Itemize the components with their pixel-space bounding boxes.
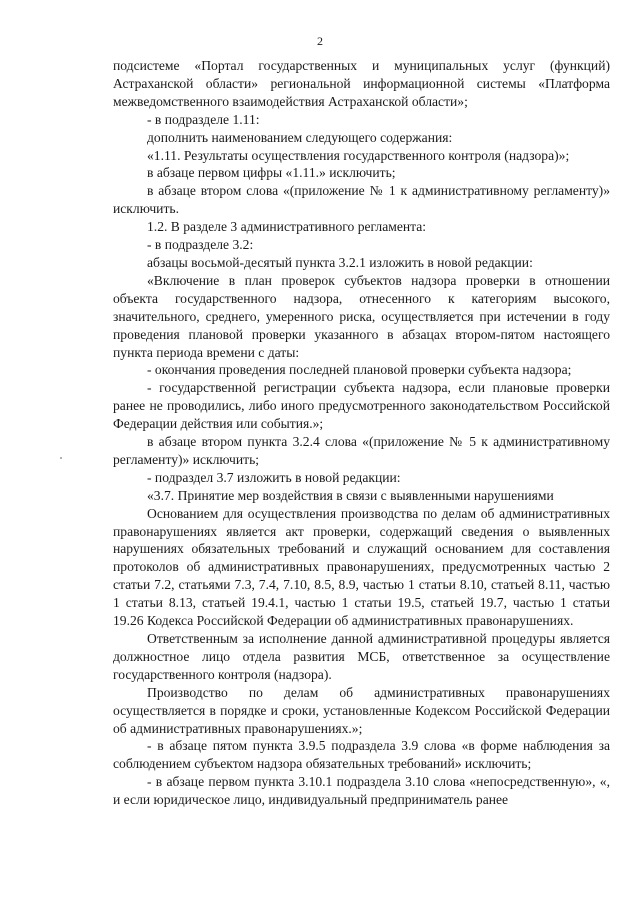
paragraph: подсистеме «Портал государственных и муниципальных услуг (функций) Астраханской области» региональной информационной системы «Платформа межведомственного взаимодействия Астраханской области»;: [113, 58, 610, 109]
paragraph: в абзаце втором слова «(приложение № 1 к административному регламенту)» исключить.: [113, 183, 610, 217]
paragraph: - государственной регистрации субъекта надзора, если плановые проверки ранее не проводились, либо иного предусмотренного законодательством Российской Федерации действия или события.»;: [113, 380, 610, 432]
paragraph: - подраздел 3.7 изложить в новой редакции:: [147, 469, 401, 485]
page-number: 2: [317, 34, 323, 48]
paragraph: 1.2. В разделе 3 административного регламента:: [147, 219, 427, 235]
paragraph: «1.11. Результаты осуществления государственного контроля (надзора)»;: [147, 147, 570, 163]
margin-mark: [60, 457, 62, 459]
paragraph: дополнить наименованием следующего содержания:: [147, 129, 453, 145]
paragraph: - окончания проведения последней плановой проверки субъекта надзора;: [147, 362, 572, 378]
paragraph: - в подразделе 1.11:: [147, 111, 260, 127]
paragraph: абзацы восьмой-десятый пункта 3.2.1 изложить в новой редакции:: [147, 254, 533, 270]
paragraph: - в абзаце пятом пункта 3.9.5 подраздела 3.9 слова «в форме наблюдения за соблюдением субъектом надзора обязательных требований» исключить;: [113, 738, 610, 772]
paragraph: - в абзаце первом пункта 3.10.1 подраздела 3.10 слова «непосредственную», «, и если юридическое лицо, индивидуальный предприниматель ранее: [113, 774, 610, 808]
paragraph: в абзаце втором пункта 3.2.4 слова «(приложение № 5 к административному регламенту)» исключить;: [113, 434, 610, 467]
document-body: [113, 57, 610, 809]
paragraph: - в подразделе 3.2:: [147, 237, 254, 253]
paragraph: Ответственным за исполнение данной административной процедуры является должностное лицо отдела развития МСБ, ответственное за осуществление государственного контроля (надзора).: [113, 631, 610, 682]
section-heading: «3.7. Принятие мер воздействия в связи с выявленными нарушениями: [147, 487, 554, 503]
paragraph: Основанием для осуществления производства по делам об административных правонарушениях является акт проверки, содержащий сведения о выявленных нарушениях обязательных требований и служащий основанием для составления протоколов об административных правонарушениях, предусмотренных частью 2 статьи 7.2, статьями 7.3, 7.4, 7.10, 8.5, 8.9, частью 1 статьи 8.10, статьей 8.11, частью 1 статьи 8.13, статьей 19.4.1, частью 1 статьи 19.5, статьей 19.7, частью 1 статьи 19.26 Кодекса Российской Федерации об административных правонарушениях.: [113, 505, 610, 629]
paragraph: в абзаце первом цифры «1.11.» исключить;: [147, 165, 396, 181]
paragraph: «Включение в план проверок субъектов надзора проверки в отношении объекта государственного надзора, отнесенного к категориям высокого, значительного, среднего, умеренного риска, осуществляется при истечении в году проведения плановой проверки указанного в абзацах втором-пятом настоящего пункта периода времени с даты:: [113, 272, 610, 360]
paragraph: Производство по делам об административных правонарушениях осуществляется в порядке и сроки, установленные Кодексом Российской Федерации об административных правонарушениях.»;: [113, 684, 610, 736]
